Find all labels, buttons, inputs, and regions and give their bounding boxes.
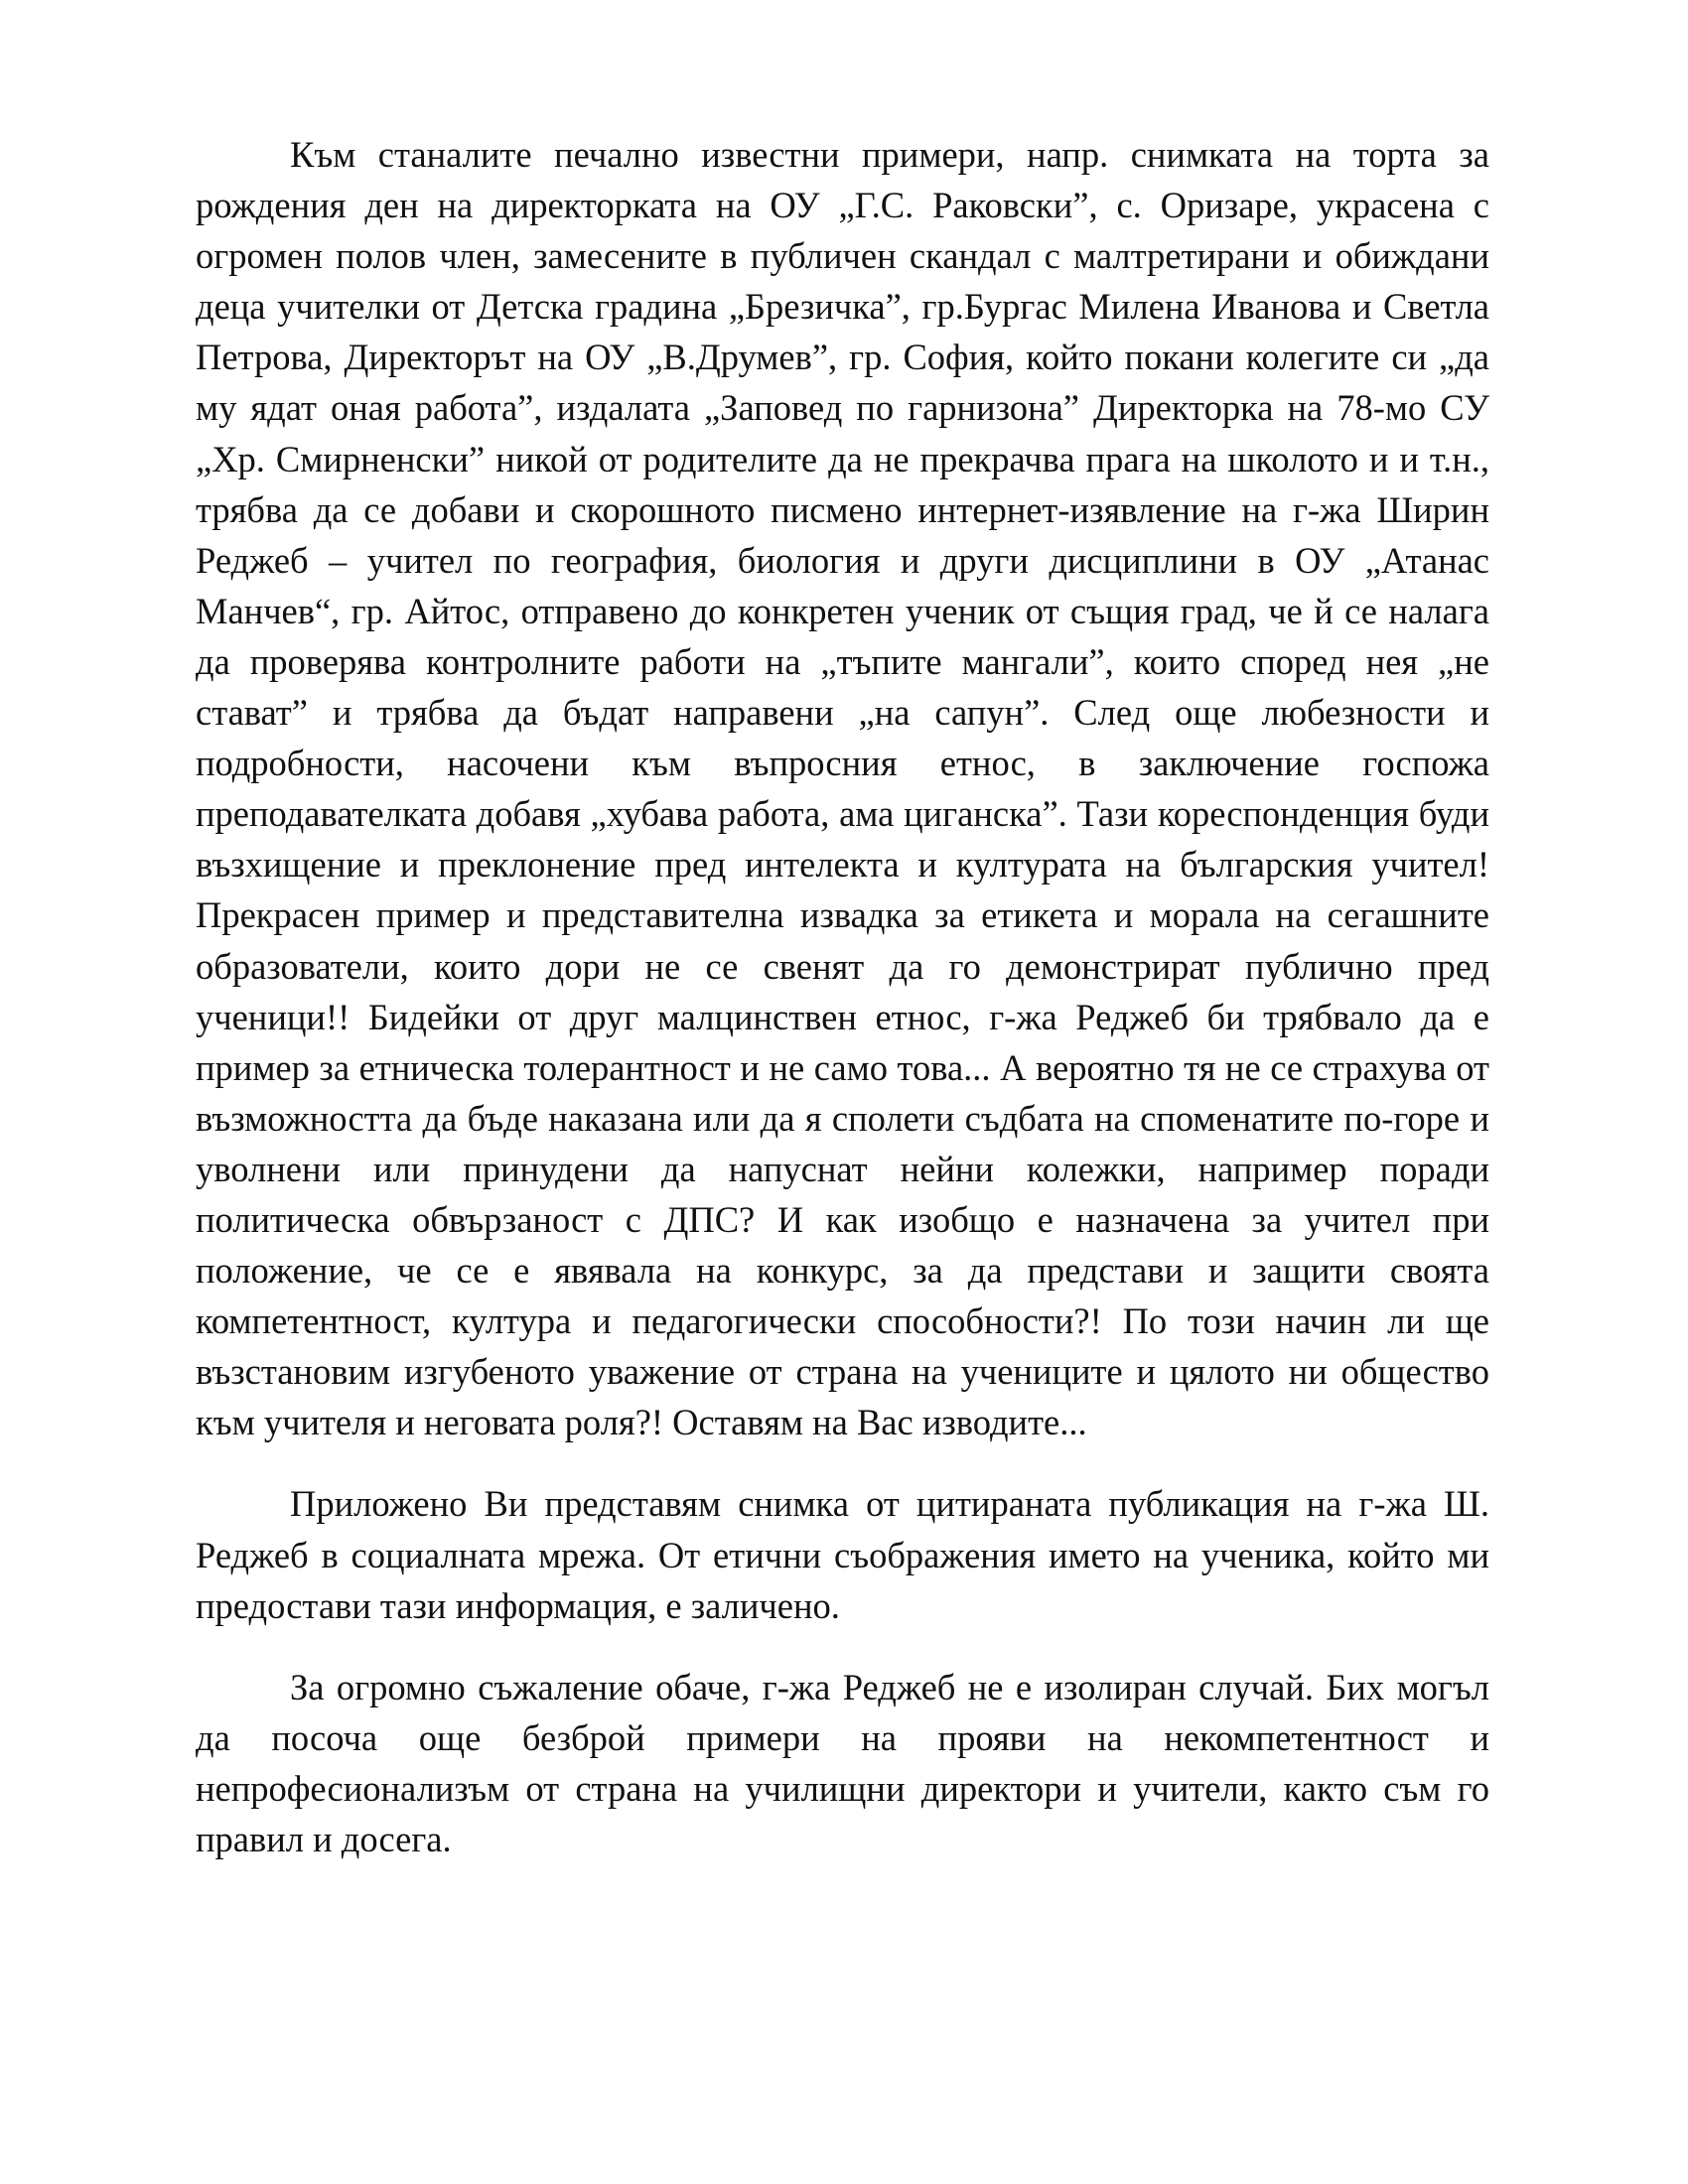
paragraph-examples: Към станалите печално известни примери, напр. снимката на торта за рождения ден на директорката на ОУ „Г.С. Раковски”, с. Оризаре, украсена с огромен полов член, замесените в публичен скандал с малтретирани и обиждани деца учителки от Детска градина „Брезичка”, гр.Бургас Милена Иванова и Светла Петрова, Директорът на ОУ „В.Друмев”, гр. София, който покани колегите си „да му ядат оная работа”, издалата „Заповед по гарнизона” Директорка на 78-мо СУ „Хр. Смирненски” никой от родителите да не прекрачва прага на школото и и т.н., трябва да се добави и скорошното писмено интернет-изявление на г-жа Ширин Реджеб – учител по география, биология и други дисциплини в ОУ „Атанас Манчев“, гр. Айтос, отправено до конкретен ученик от същия град, че й се налага да проверява контролните работи на „тъпите мангали”, които според нея „не стават” и трябва да бъдат направени „на сапун”. След още любезности и подробности, насочени към въпросния етнос, в заключение госпожа преподавателката добавя „хубава работа, ама циганска”. Тази кореспонденция буди възхищение и преклонение пред интелекта и културата на българския учител! Прекрасен пример и представителна извадка за етикета и морала на сегашните образователи, които дори не се свенят да го демонстрират публично пред ученици!! Бидейки от друг малцинствен етнос, г-жа Реджеб би трябвало да е пример за етническа толерантност и не само това... А вероятно тя не се страхува от възможността да бъде наказана или да я сполети съдбата на споменатите по-горе и уволнени или принудени да напуснат нейни колежки, например поради политическа обвързаност с ДПС? И как изобщо е назначена за учител при положение, че се е явявала на конкурс, за да представи и защити своята компетентност, култура и педагогически способности?! По този начин ли ще възстановим изгубеното уважение от страна на учениците и цялото ни общество към учителя и неговата роля?! Оставям на Вас изводите... [196,134,1489,1443]
paragraph-attachment: Приложено Ви представям снимка от цитираната публикация на г-жа Ш. Реджеб в социалната мрежа. От етични съображения името на ученика, който ми предостави тази информация, е заличено. [196,1483,1489,1626]
document-page [196,129,1489,1864]
paragraph-conclusion: За огромно съжаление обаче, г-жа Реджеб не е изолиран случай. Бих могъл да посоча още безброй примери на прояви на некомпетентност и непрофесионализъм от страна на училищни директори и учители, както съм го правил и досега. [196,1666,1489,1859]
